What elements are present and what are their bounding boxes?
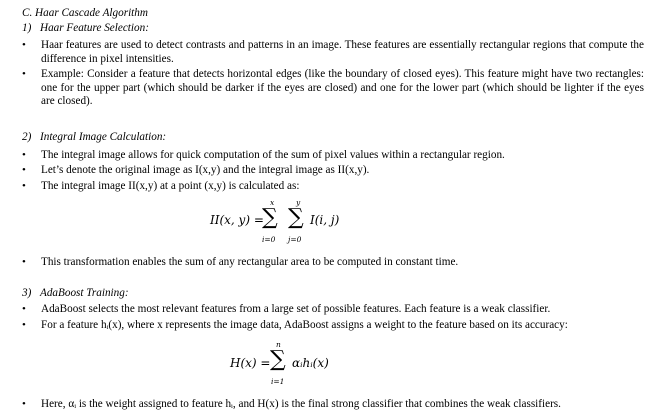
bullet-icon: • (22, 68, 26, 80)
adaboost-equation (230, 336, 360, 386)
integral-image-equation (210, 196, 380, 246)
list-item (22, 39, 644, 66)
bullet-icon: • (22, 149, 26, 161)
bullet-icon: • (22, 164, 26, 176)
equation-body: I(i, j) (310, 213, 340, 227)
bullet-icon: • (22, 319, 26, 331)
bullet-text: This transformation enables the sum of any rectangular area to be computed in constant time. (41, 256, 459, 268)
sum1-upper-limit: x (270, 198, 275, 207)
subsection-3-heading (22, 287, 129, 301)
bullet-text: Haar features are used to detect contrasts and patterns in an image. These features are essentially rectangular regions that compute the difference in pixel intensities. (41, 39, 644, 65)
bullet-text: Let’s denote the original image as I(x,y) and the integral image as II(x,y). (41, 164, 370, 176)
bullet-text: The integral image II(x,y) at a point (x,y) is calculated as: (41, 180, 300, 192)
bullet-icon: • (22, 180, 26, 192)
subsection-1-heading (22, 22, 149, 36)
sum1-lower-limit: i=0 (262, 235, 276, 244)
equation-lhs: H(x) = (230, 356, 271, 370)
summation-icon: ∑ (270, 347, 286, 372)
list-item (22, 319, 644, 333)
subsection-2-title: Integral Image Calculation: (40, 131, 167, 143)
list-item (22, 303, 644, 317)
sum-upper-limit: n (276, 340, 281, 349)
list-item (22, 68, 644, 109)
bullet-text: AdaBoost selects the most relevant features from a large set of possible features. Each feature is a weak classifier. (41, 303, 551, 315)
subsection-2-heading (22, 131, 166, 145)
subsection-1-title: Haar Feature Selection: (40, 22, 149, 34)
subsection-3-title: AdaBoost Training: (40, 287, 129, 299)
list-item (22, 164, 644, 178)
list-item (22, 256, 644, 270)
bullet-text: The integral image allows for quick computation of the sum of pixel values within a rectangular region. (41, 149, 505, 161)
bullet-icon: • (22, 398, 26, 410)
list-item (22, 180, 644, 194)
sum2-lower-limit: j=0 (288, 235, 302, 244)
equation-body: αᵢhᵢ(x) (292, 356, 329, 370)
sum-lower-limit: i=1 (271, 377, 285, 386)
summation-icon: ∑ (288, 205, 304, 230)
bullet-icon: • (22, 303, 26, 315)
bullet-icon: • (22, 39, 26, 51)
subsection-3-number: 3) (22, 287, 32, 299)
list-item (22, 149, 644, 163)
bullet-text: Here, αᵢ is the weight assigned to feature hᵢ, and H(x) is the final strong classifier that combines the weak classifiers. (41, 398, 561, 410)
list-item (22, 398, 644, 412)
sum2-upper-limit: y (296, 198, 301, 207)
subsection-1-number: 1) (22, 22, 32, 34)
bullet-text: For a feature hᵢ(x), where x represents the image data, AdaBoost assigns a weight to the feature based on its accuracy: (41, 319, 568, 331)
section-title: C. Haar Cascade Algorithm (22, 7, 148, 19)
summation-icon: ∑ (262, 205, 278, 230)
bullet-text: Example: Consider a feature that detects horizontal edges (like the boundary of closed eyes). This feature might have two rectangles: one for the upper part (which should be darker if the eyes are closed) and one for the lower part (which should be lighter if the eyes are closed). (41, 68, 644, 108)
equation-lhs: II(x, y) = (210, 213, 264, 227)
bullet-icon: • (22, 256, 26, 268)
subsection-2-number: 2) (22, 131, 32, 143)
